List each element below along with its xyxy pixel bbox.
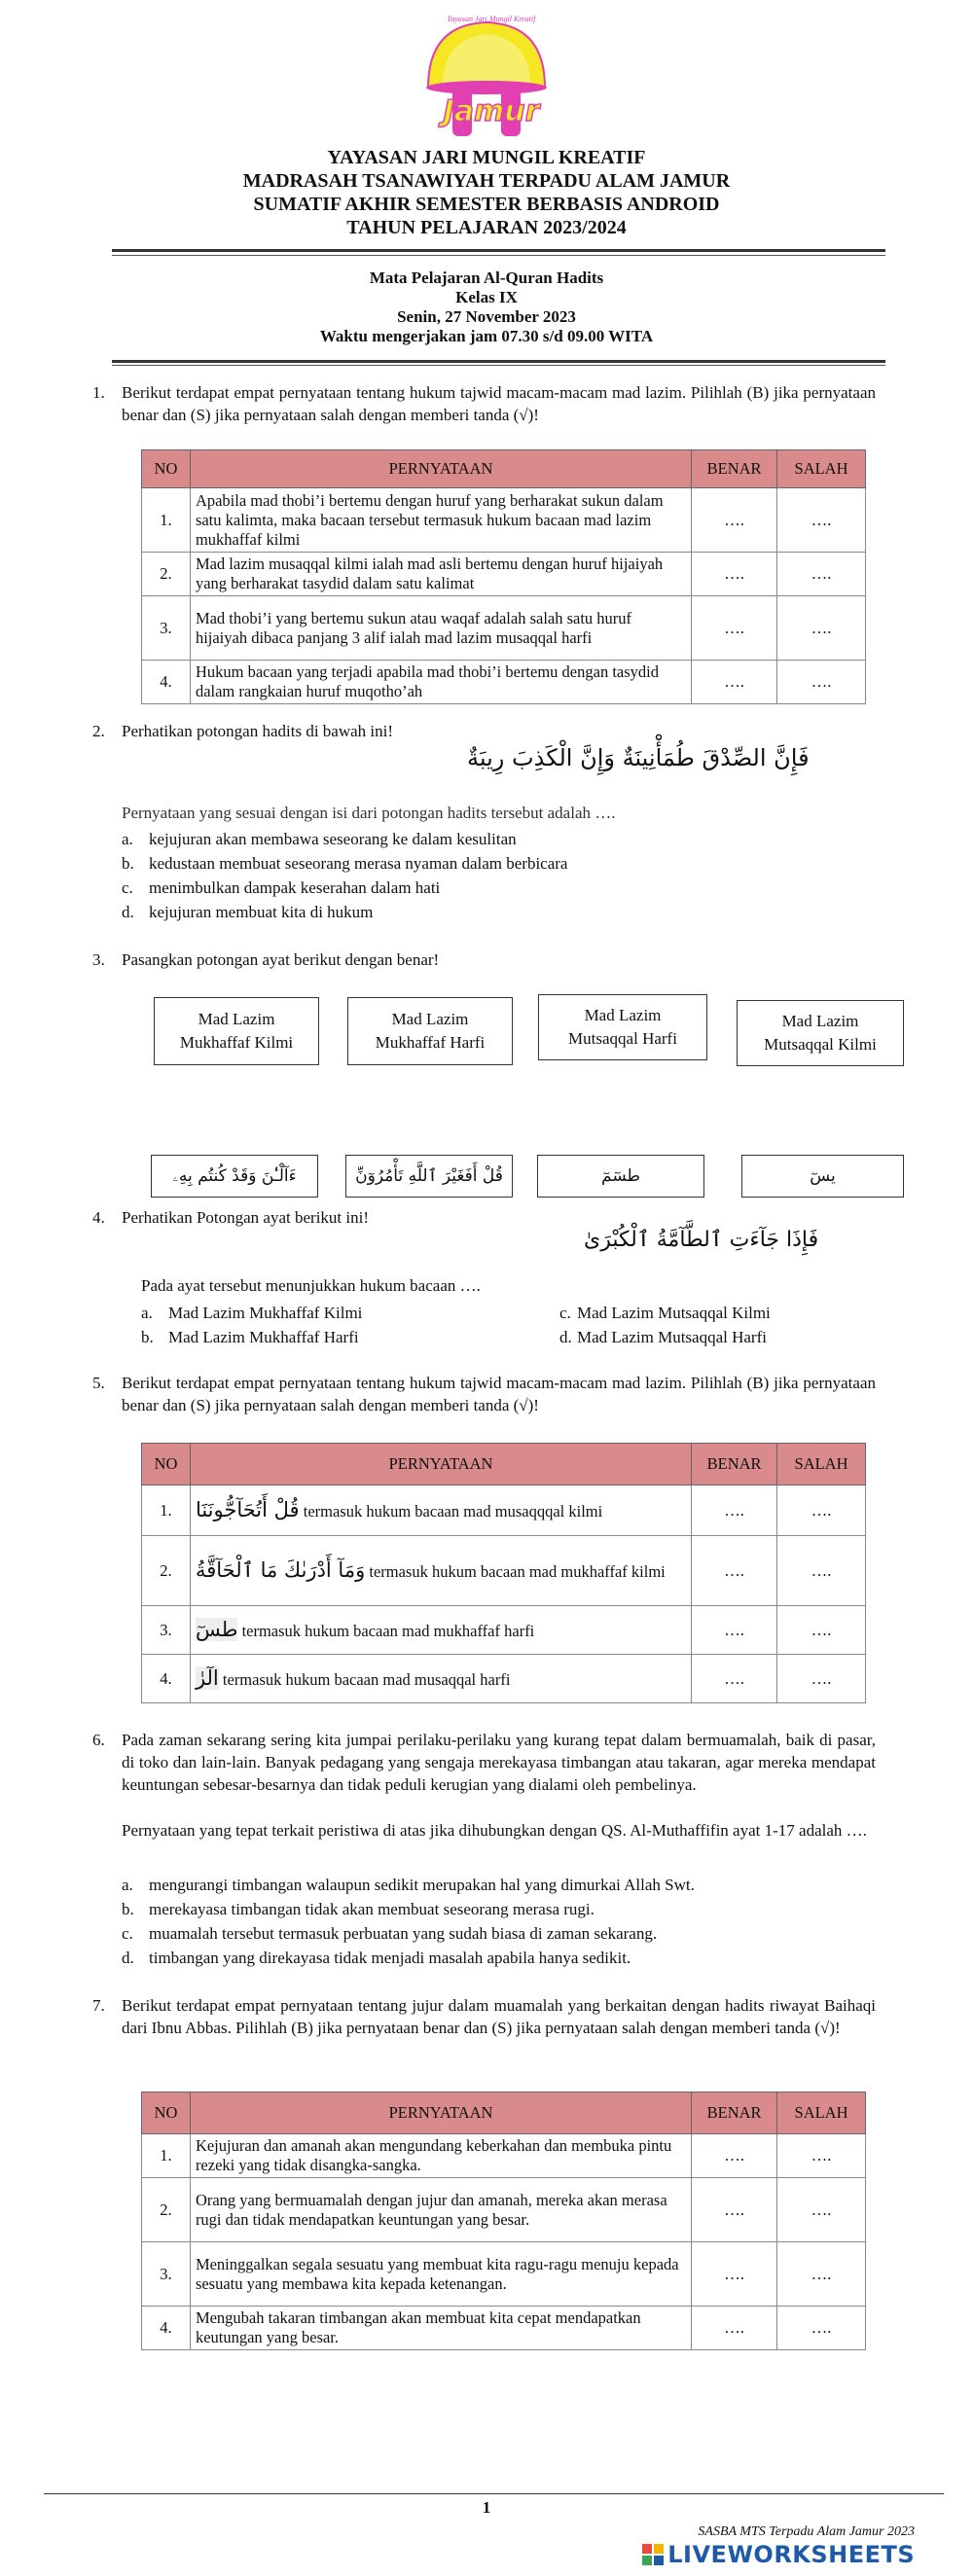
row-statement: الٓرٰ termasuk hukum bacaan mad musaqqal harfi (190, 1655, 691, 1703)
option-a[interactable]: a. Mad Lazim Mukhaffaf Kilmi (141, 1304, 363, 1322)
question-text: Perhatikan potongan hadits di bawah ini! (122, 722, 394, 740)
table-row (142, 2242, 866, 2307)
logo-arc-text: Yayasan Jari Mungil Kreatif (447, 15, 536, 23)
header-line-2: MADRASAH TSANAWIYAH TERPADU ALAM JAMUR (242, 170, 731, 192)
match-box-4[interactable]: Mad Lazim Mutsaqqal Kilmi (737, 1000, 904, 1066)
question-text: Berikut terdapat empat pernyataan tentang hukum tajwid macam-macam mad lazim. Pilihlah (B) jika pernyataan benar dan (S) jika pernyataan salah dengan memberi tanda (√)! (122, 383, 876, 424)
liveworksheets-brand (642, 2541, 963, 2570)
row-statement: Mengubah takaran timbangan akan membuat kita cepat mendapatkan keutungan yang besar. (190, 2307, 691, 2350)
false-answer[interactable]: …. (777, 1485, 866, 1536)
col-no: NO (142, 450, 191, 488)
row-statement: Orang yang bermuamalah dengan jujur dan amanah, mereka akan merasa rugi dan tidak mendapatkan keuntungan yang besar. (190, 2178, 691, 2242)
option-d[interactable]: d. kejujuran membuat kita di hukum (122, 903, 374, 921)
table-row (142, 2178, 866, 2242)
question-7 (92, 1994, 876, 2039)
header-line-4: TAHUN PELAJARAN 2023/2024 (346, 217, 627, 238)
option-d[interactable]: d. timbangan yang direkayasa tidak menjadi masalah apabila hanya sedikit. (122, 1949, 631, 1967)
question-number: 6. (92, 1731, 105, 1749)
row-statement: وَمَآ أَدْرَىٰكَ مَا ٱلْحَآقَّةُ termasuk hukum bacaan mad mukhaffaf kilmi (190, 1536, 691, 1606)
true-answer[interactable]: …. (692, 2178, 777, 2242)
logo (384, 15, 589, 141)
question-number: 4. (92, 1208, 105, 1227)
table-row (142, 2134, 866, 2178)
question-6-prompt: Pernyataan yang tepat terkait peristiwa di atas jika dihubungkan dengan QS. Al-Muthaffifin ayat 1-17 adalah …. (122, 1821, 867, 1840)
false-answer[interactable]: …. (777, 2307, 866, 2350)
option-d[interactable]: d. Mad Lazim Mutsaqqal Harfi (559, 1328, 767, 1346)
true-answer[interactable]: …. (692, 1606, 777, 1655)
footer-rule (44, 2493, 944, 2494)
question-text: Pada zaman sekarang sering kita jumpai perilaku-perilaku yang kurang tepat dalam bermuamalah, baik di pasar, di toko dan lain-lain. Banyak pedagang yang sengaja merekayasa timbangan atau takaran, agar mereka mendapat keuntungan sebesar-besarnya dan tidak peduli kerugian yang dialami oleh pembelinya. (122, 1731, 876, 1794)
question-number: 1. (92, 383, 105, 402)
false-answer[interactable]: …. (777, 488, 866, 553)
question-5 (92, 1372, 876, 1416)
row-arabic: طسٓ (195, 1617, 238, 1641)
table-row (142, 1606, 866, 1655)
true-answer[interactable]: …. (692, 1536, 777, 1606)
ayat-box-2[interactable]: قُلْ أَفَغَيْرَ ٱللَّهِ تَأْمُرُوٓنِّ (345, 1155, 513, 1198)
ayat-box-1[interactable]: ءَآلْـٰٔنَ وَقَدْ كُنتُم بِهِۦ (151, 1155, 318, 1198)
col-no: NO (142, 1444, 191, 1485)
row-no: 1. (142, 488, 191, 553)
q1-table (141, 449, 866, 704)
false-answer[interactable]: …. (777, 2134, 866, 2178)
row-arabic: الٓرٰ (195, 1665, 219, 1690)
option-a[interactable]: a. mengurangi timbangan walaupun sedikit merupakan hal yang dimurkai Allah Swt. (122, 1876, 695, 1894)
logo-text: Jamur (443, 94, 540, 128)
option-b[interactable]: b. kedustaan membuat seseorang merasa nyaman dalam berbicara (122, 854, 568, 873)
row-statement: Apabila mad thobi’i bertemu dengan huruf yang berharakat sukun dalam satu kalimta, maka bacaan tersebut termasuk hukum bacaan mad lazim mukhaffaf kilmi (190, 488, 691, 553)
col-true: BENAR (692, 1444, 777, 1485)
true-answer[interactable]: …. (692, 2134, 777, 2178)
class: Kelas IX (455, 288, 518, 306)
question-2 (92, 720, 876, 742)
page-number: 1 (482, 2498, 491, 2517)
row-no: 3. (142, 1606, 191, 1655)
row-statement: Meninggalkan segala sesuatu yang membuat kita ragu-ragu menuju kepada sesuatu yang membawa kita kepada ketenangan. (190, 2242, 691, 2307)
table-header-row (142, 450, 866, 488)
header-line-1: YAYASAN JARI MUNGIL KREATIF (327, 147, 646, 168)
question-text: Berikut terdapat empat pernyataan tentang jujur dalam muamalah yang berkaitan dengan hadits riwayat Baihaqi dari Ibnu Abbas. Pilihlah (B) jika pernyataan benar dan (S) jika pernyataan salah dengan memberi tanda (√)! (122, 1996, 876, 2037)
ayat-arabic: فَإِذَا جَآءَتِ ٱلطَّآمَّةُ ٱلْكُبْرَىٰ (584, 1228, 819, 1252)
question-text: Pasangkan potongan ayat berikut dengan benar! (122, 950, 440, 969)
col-true: BENAR (692, 2093, 777, 2134)
table-row (142, 488, 866, 553)
question-3 (92, 948, 876, 971)
table-row (142, 553, 866, 596)
row-no: 2. (142, 2178, 191, 2242)
header-rule (112, 249, 885, 252)
row-no: 4. (142, 661, 191, 704)
match-box-2[interactable]: Mad Lazim Mukhaffaf Harfi (347, 997, 513, 1065)
col-false: SALAH (777, 1444, 866, 1485)
question-6 (92, 1729, 876, 1796)
info-rule (112, 360, 885, 363)
row-no: 2. (142, 1536, 191, 1606)
row-no: 2. (142, 553, 191, 596)
question-number: 5. (92, 1374, 105, 1392)
col-statement: PERNYATAAN (190, 2093, 691, 2134)
table-row (142, 1485, 866, 1536)
time: Waktu mengerjakan jam 07.30 s/d 09.00 WITA (319, 327, 654, 345)
col-statement: PERNYATAAN (190, 1444, 691, 1485)
row-statement: Hukum bacaan yang terjadi apabila mad thobi’i bertemu dengan tasydid dalam rangkaian huruf muqotho’ah (190, 661, 691, 704)
table-row (142, 1536, 866, 1606)
row-statement: Mad lazim musaqqal kilmi ialah mad asli bertemu dengan huruf hijaiyah yang berharakat tasydid dalam satu kalimat (190, 553, 691, 596)
question-number: 2. (92, 722, 105, 740)
false-answer[interactable]: …. (777, 2178, 866, 2242)
question-text: Perhatikan Potongan ayat berikut ini! (122, 1208, 369, 1227)
false-answer[interactable]: …. (777, 2242, 866, 2307)
match-box-3[interactable]: Mad Lazim Mutsaqqal Harfi (538, 994, 707, 1060)
true-answer[interactable]: …. (692, 1485, 777, 1536)
row-statement: قُلْ أَتُحَآجُّونَنَا termasuk hukum bacaan mad musaqqqal kilmi (190, 1485, 691, 1536)
row-no: 3. (142, 596, 191, 661)
table-row (142, 661, 866, 704)
q5-table (141, 1443, 866, 1703)
option-c[interactable]: c. muamalah tersebut termasuk perbuatan yang sudah biasa di zaman sekarang. (122, 1924, 658, 1943)
question-1 (92, 381, 876, 426)
true-answer[interactable]: …. (692, 661, 777, 704)
false-answer[interactable]: …. (777, 1655, 866, 1703)
date: Senin, 27 November 2023 (397, 307, 576, 326)
table-row (142, 596, 866, 661)
false-answer[interactable]: …. (777, 553, 866, 596)
header-rule-thin (112, 255, 885, 256)
false-answer[interactable]: …. (777, 596, 866, 661)
option-b[interactable]: b. Mad Lazim Mukhaffaf Harfi (141, 1328, 359, 1346)
option-c[interactable]: c. Mad Lazim Mutsaqqal Kilmi (559, 1304, 771, 1322)
table-row (142, 1655, 866, 1703)
col-no: NO (142, 2093, 191, 2134)
row-no: 3. (142, 2242, 191, 2307)
ayat-box-3[interactable]: طسٓمٓ (537, 1155, 704, 1198)
brand-text: LIVEWORKSHEETS (667, 2541, 916, 2568)
q7-table (141, 2092, 866, 2350)
row-no: 4. (142, 1655, 191, 1703)
school-header (0, 146, 973, 239)
row-arabic: وَمَآ أَدْرَىٰكَ مَا ٱلْحَآقَّةُ (195, 1557, 366, 1582)
table-row (142, 2307, 866, 2350)
exam-info (0, 268, 973, 346)
false-answer[interactable]: …. (777, 661, 866, 704)
question-text: Berikut terdapat empat pernyataan tentang hukum tajwid macam-macam mad lazim. Pilihlah (B) jika pernyataan benar dan (S) jika pernyataan salah dengan memberi tanda (√)! (122, 1374, 876, 1414)
question-number: 7. (92, 1996, 105, 2015)
true-answer[interactable]: …. (692, 553, 777, 596)
false-answer[interactable]: …. (777, 1606, 866, 1655)
q2-prompt: Pernyataan yang sesuai dengan isi dari potongan hadits tersebut adalah …. (122, 804, 616, 822)
match-box-1[interactable]: Mad Lazim Mukhaffaf Kilmi (154, 997, 319, 1065)
col-statement: PERNYATAAN (190, 450, 691, 488)
true-answer[interactable]: …. (692, 2242, 777, 2307)
q4-options (141, 1301, 881, 1354)
col-false: SALAH (777, 450, 866, 488)
ayat-box-4[interactable]: يسٓ (741, 1155, 904, 1198)
row-no: 1. (142, 2134, 191, 2178)
false-answer[interactable]: …. (777, 1536, 866, 1606)
option-c[interactable]: c. menimbulkan dampak keserahan dalam hati (122, 878, 441, 897)
row-no: 1. (142, 1485, 191, 1536)
table-header-row (142, 2093, 866, 2134)
q4-prompt: Pada ayat tersebut menunjukkan hukum bacaan …. (141, 1276, 481, 1295)
table-header-row (142, 1444, 866, 1485)
row-no: 4. (142, 2307, 191, 2350)
hadith-arabic: فَإِنَّ الصِّدْقَ طُمَأْنِينَةٌ وَإِنَّ الْكَذِبَ رِيبَةٌ (467, 744, 810, 771)
option-a[interactable]: a. kejujuran akan membawa seseorang ke dalam kesulitan (122, 830, 517, 848)
question-4 (92, 1206, 876, 1229)
row-arabic: قُلْ أَتُحَآجُّونَنَا (195, 1497, 300, 1521)
footer-school: SASBA MTS Terpadu Alam Jamur 2023 (698, 2524, 915, 2539)
row-statement: Kejujuran dan amanah akan mengundang keberkahan dan membuka pintu rezeki yang tidak disangka-sangka. (190, 2134, 691, 2178)
true-answer[interactable]: …. (692, 488, 777, 553)
row-statement: Mad thobi’i yang bertemu sukun atau waqaf adalah salah satu huruf hijaiyah dibaca panjang 3 alif ialah mad lazim musaqqal harfi (190, 596, 691, 661)
liveworksheets-logo-icon (642, 2544, 664, 2565)
info-rule-thin (112, 365, 885, 366)
header-line-3: SUMATIF AKHIR SEMESTER BERBASIS ANDROID (253, 194, 720, 215)
true-answer[interactable]: …. (692, 596, 777, 661)
option-b[interactable]: b. merekayasa timbangan tidak akan membuat seseorang merasa rugi. (122, 1900, 595, 1918)
row-statement: طسٓ termasuk hukum bacaan mad mukhaffaf harfi (190, 1606, 691, 1655)
true-answer[interactable]: …. (692, 2307, 777, 2350)
col-false: SALAH (777, 2093, 866, 2134)
col-true: BENAR (692, 450, 777, 488)
subject: Mata Pelajaran Al-Quran Hadits (369, 268, 604, 287)
true-answer[interactable]: …. (692, 1655, 777, 1703)
question-number: 3. (92, 950, 105, 969)
